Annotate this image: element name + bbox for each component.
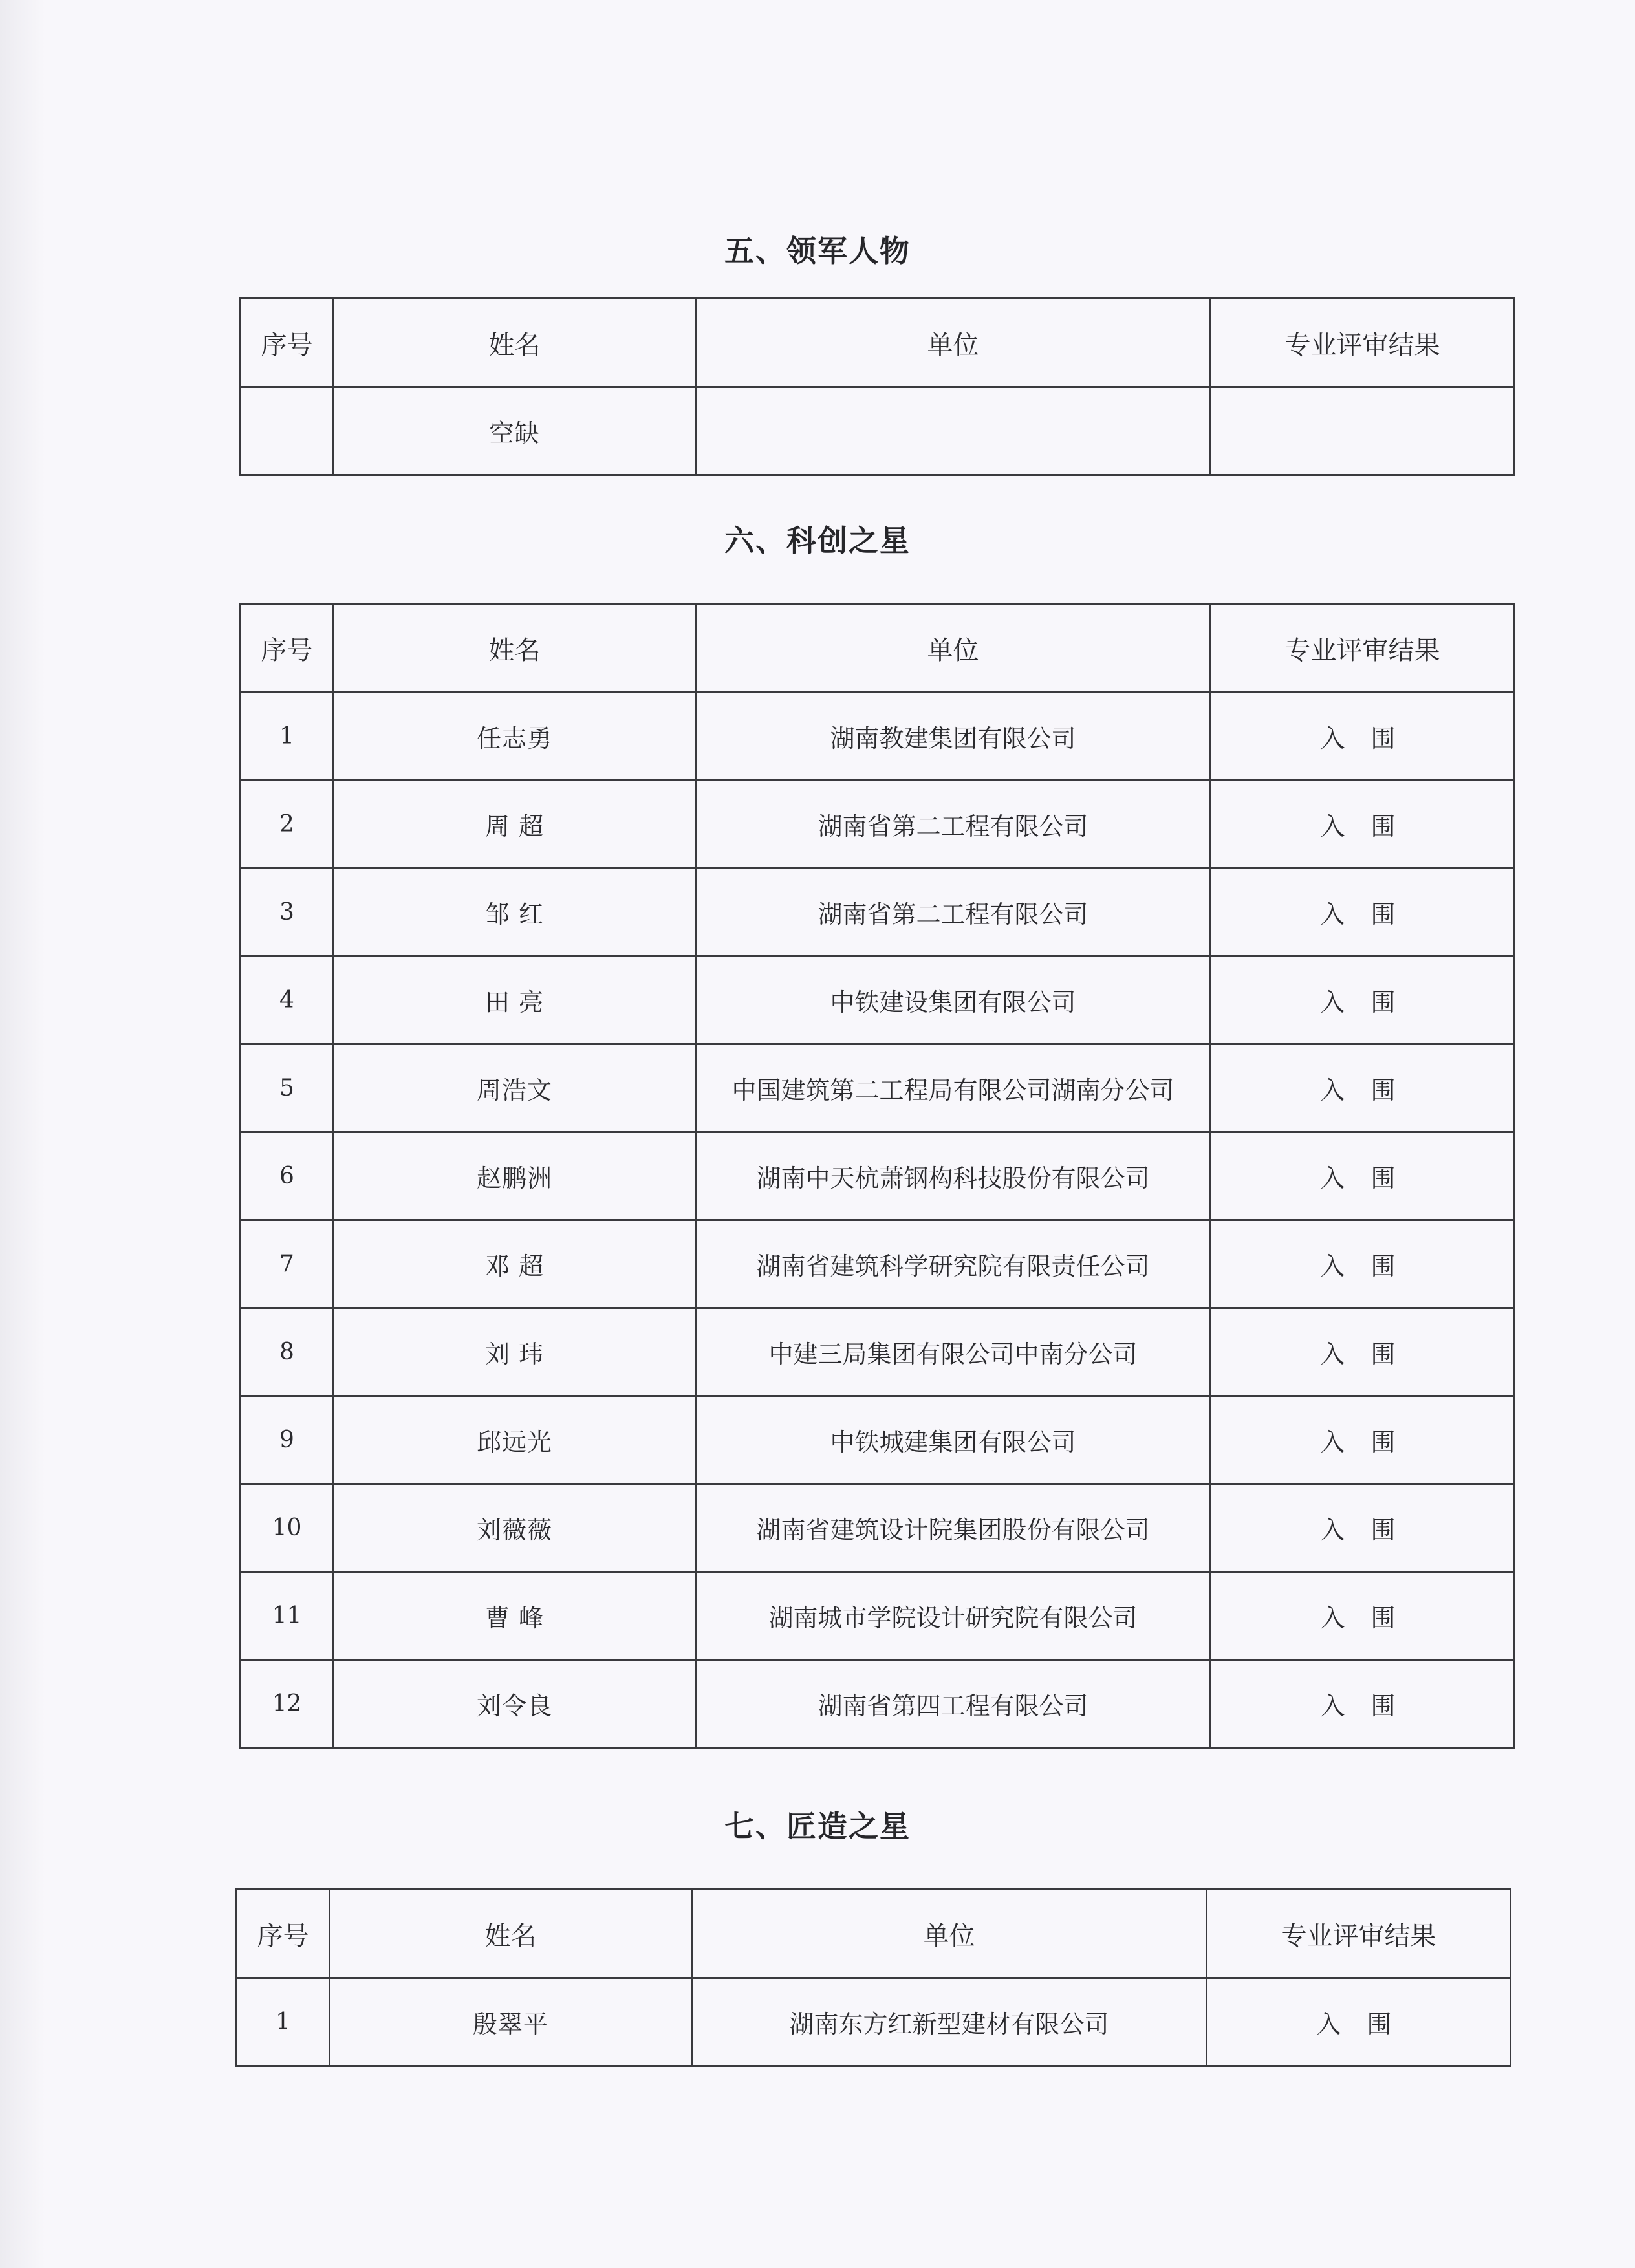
cell-result: 入 围 <box>1211 1484 1515 1572</box>
cell-unit: 湖南中天杭萧钢构科技股份有限公司 <box>696 1132 1211 1220</box>
table-row <box>241 956 1515 1044</box>
cell-unit: 湖南教建集团有限公司 <box>696 693 1211 781</box>
innovation-stars-table <box>239 603 1515 1749</box>
cell-unit: 中建三局集团有限公司中南分公司 <box>696 1308 1211 1396</box>
innovation-stars-table-body <box>241 693 1515 1748</box>
table-header-row <box>237 1890 1511 1978</box>
table-row <box>241 869 1515 956</box>
cell-index: 7 <box>241 1220 334 1308</box>
cell-result <box>1211 387 1515 475</box>
table-row <box>241 1044 1515 1132</box>
cell-index: 12 <box>241 1660 334 1748</box>
cell-name: 刘薇薇 <box>334 1484 696 1572</box>
table-row <box>241 1220 1515 1308</box>
cell-index: 3 <box>241 869 334 956</box>
cell-result: 入 围 <box>1211 781 1515 869</box>
cell-result: 入 围 <box>1211 1396 1515 1484</box>
table-row <box>241 1484 1515 1572</box>
table-row <box>241 781 1515 869</box>
table-row <box>237 1978 1511 2066</box>
header-unit: 单位 <box>696 604 1211 693</box>
cell-unit: 湖南省第二工程有限公司 <box>696 781 1211 869</box>
cell-name: 曹 峰 <box>334 1572 696 1660</box>
leaders-table-body <box>241 387 1515 475</box>
cell-index: 2 <box>241 781 334 869</box>
cell-result: 入 围 <box>1207 1978 1511 2066</box>
leaders-table <box>239 297 1515 476</box>
header-name: 姓名 <box>334 604 696 693</box>
cell-unit <box>696 387 1211 475</box>
header-unit: 单位 <box>692 1890 1207 1978</box>
cell-index: 9 <box>241 1396 334 1484</box>
cell-unit: 湖南东方红新型建材有限公司 <box>692 1978 1207 2066</box>
table-row <box>241 1660 1515 1748</box>
cell-index: 4 <box>241 956 334 1044</box>
cell-index: 6 <box>241 1132 334 1220</box>
cell-name: 殷翠平 <box>330 1978 692 2066</box>
cell-name: 邹 红 <box>334 869 696 956</box>
section-title-leaders: 五、领军人物 <box>724 233 911 268</box>
section-title-innovation-stars: 六、科创之星 <box>724 523 911 558</box>
table-row <box>241 693 1515 781</box>
cell-name: 赵鹏洲 <box>334 1132 696 1220</box>
table-header-row <box>241 604 1515 693</box>
cell-unit: 湖南省第二工程有限公司 <box>696 869 1211 956</box>
header-result: 专业评审结果 <box>1207 1890 1511 1978</box>
cell-name: 任志勇 <box>334 693 696 781</box>
cell-index: 11 <box>241 1572 334 1660</box>
header-result: 专业评审结果 <box>1211 299 1515 387</box>
header-index: 序号 <box>241 604 334 693</box>
header-result: 专业评审结果 <box>1211 604 1515 693</box>
header-index: 序号 <box>241 299 334 387</box>
header-unit: 单位 <box>696 299 1211 387</box>
cell-unit: 湖南省第四工程有限公司 <box>696 1660 1211 1748</box>
header-index: 序号 <box>237 1890 330 1978</box>
cell-unit: 湖南省建筑设计院集团股份有限公司 <box>696 1484 1211 1572</box>
table-row <box>241 1572 1515 1660</box>
cell-result: 入 围 <box>1211 869 1515 956</box>
cell-index: 1 <box>237 1978 330 2066</box>
cell-name: 周 超 <box>334 781 696 869</box>
table-row <box>241 1308 1515 1396</box>
cell-name: 邓 超 <box>334 1220 696 1308</box>
cell-result: 入 围 <box>1211 693 1515 781</box>
cell-name: 空缺 <box>334 387 696 475</box>
scan-page-edge <box>0 0 45 2268</box>
table-row <box>241 387 1515 475</box>
cell-index: 1 <box>241 693 334 781</box>
cell-index: 8 <box>241 1308 334 1396</box>
cell-name: 邱远光 <box>334 1396 696 1484</box>
cell-unit: 中国建筑第二工程局有限公司湖南分公司 <box>696 1044 1211 1132</box>
table-row <box>241 1132 1515 1220</box>
cell-result: 入 围 <box>1211 1044 1515 1132</box>
header-name: 姓名 <box>334 299 696 387</box>
craft-stars-table <box>235 1888 1511 2067</box>
cell-result: 入 围 <box>1211 1220 1515 1308</box>
cell-result: 入 围 <box>1211 1660 1515 1748</box>
cell-result: 入 围 <box>1211 1308 1515 1396</box>
cell-name: 刘 玮 <box>334 1308 696 1396</box>
cell-result: 入 围 <box>1211 1572 1515 1660</box>
cell-unit: 湖南省建筑科学研究院有限责任公司 <box>696 1220 1211 1308</box>
cell-index <box>241 387 334 475</box>
cell-unit: 湖南城市学院设计研究院有限公司 <box>696 1572 1211 1660</box>
cell-unit: 中铁建设集团有限公司 <box>696 956 1211 1044</box>
table-header-row <box>241 299 1515 387</box>
craft-stars-table-body <box>237 1978 1511 2066</box>
cell-result: 入 围 <box>1211 1132 1515 1220</box>
cell-unit: 中铁城建集团有限公司 <box>696 1396 1211 1484</box>
cell-result: 入 围 <box>1211 956 1515 1044</box>
table-row <box>241 1396 1515 1484</box>
header-name: 姓名 <box>330 1890 692 1978</box>
section-title-craft-stars: 七、匠造之星 <box>724 1809 911 1844</box>
cell-index: 5 <box>241 1044 334 1132</box>
cell-name: 周浩文 <box>334 1044 696 1132</box>
cell-name: 刘令良 <box>334 1660 696 1748</box>
cell-name: 田 亮 <box>334 956 696 1044</box>
cell-index: 10 <box>241 1484 334 1572</box>
